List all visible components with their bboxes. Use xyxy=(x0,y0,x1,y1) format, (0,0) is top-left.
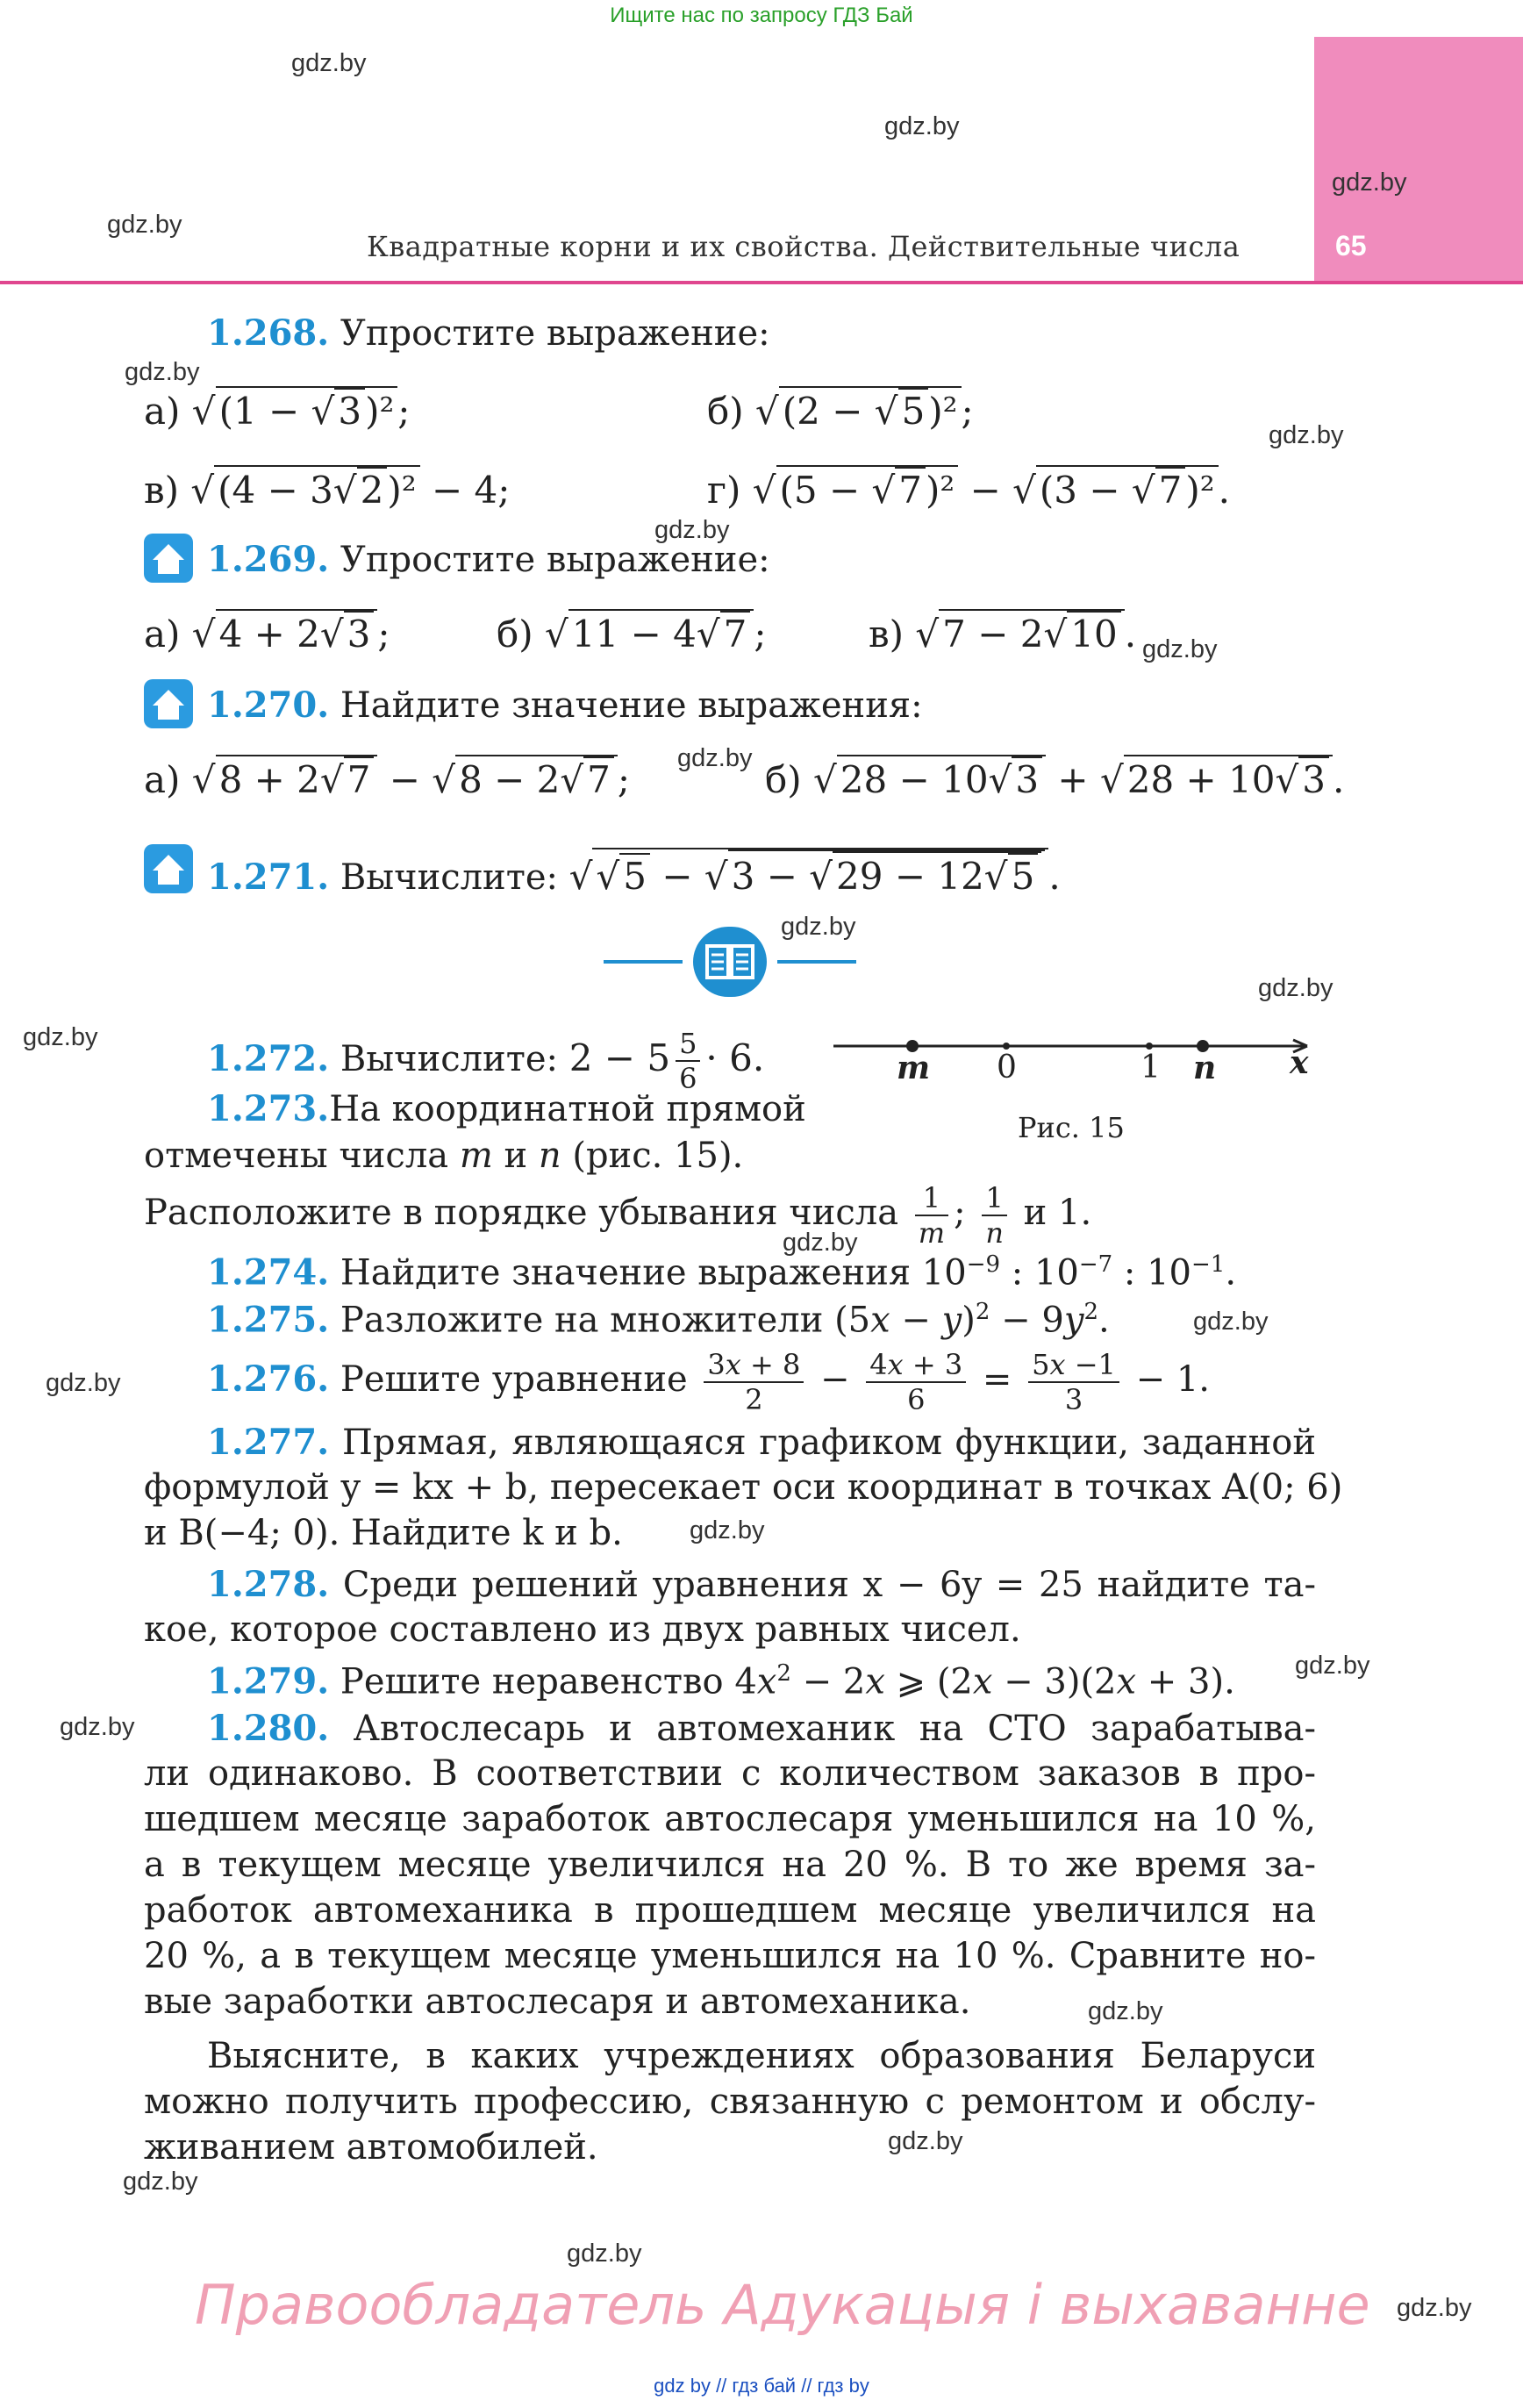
expr-1-270-b: б) √28 − 10√3 + √28 + 10√3 . xyxy=(765,755,1344,801)
watermark: gdz.by xyxy=(1193,1308,1269,1336)
copyright-owner: Правообладатель Адукацыя і выхаванне xyxy=(195,2273,1370,2337)
watermark: gdz.by xyxy=(783,1229,858,1257)
problem-1-280-line: вые заработки автослесаря и автомеханика. xyxy=(144,1982,971,2022)
problem-1-268-heading xyxy=(207,312,770,354)
expr-1-270-a: а) √8 + 2√7 − √8 − 2√7 ; xyxy=(144,755,630,801)
problem-title: Упростите выражение: xyxy=(340,540,770,580)
problem-number: 1.278. xyxy=(207,1564,330,1605)
watermark: gdz.by xyxy=(23,1023,98,1051)
problem-1-278-line1 xyxy=(144,1564,1316,1605)
problem-1-273-line1 xyxy=(207,1088,806,1129)
watermark: gdz.by xyxy=(123,2168,198,2196)
running-title: Квадратные корни и их свойства. Действительные числа xyxy=(367,230,1241,263)
item-label: а) xyxy=(144,613,181,656)
problem-title: Разложите на множители xyxy=(340,1300,824,1341)
problem-text: (рис. 15). xyxy=(572,1136,744,1176)
problem-1-269-heading xyxy=(207,539,770,580)
item-label: б) xyxy=(707,390,744,433)
point-zero-label: 0 xyxy=(997,1050,1017,1086)
problem-1-280-line: а в текущем месяце увеличился на 20 %. В то же время за- xyxy=(144,1845,1316,1885)
problem-text: и xyxy=(504,1136,528,1176)
problem-title: Решите уравнение xyxy=(340,1359,688,1400)
problem-number: 1.274. xyxy=(207,1251,330,1294)
watermark: gdz.by xyxy=(1332,168,1407,197)
house-icon xyxy=(144,844,193,893)
watermark: gdz.by xyxy=(654,516,730,544)
item-label: б) xyxy=(497,613,533,656)
watermark: gdz.by xyxy=(125,358,200,386)
watermark: gdz.by xyxy=(1088,1997,1163,2025)
problem-1-272: 1.272. Вычислите: 2 − 5 $\frac{5}{6}$ · 6. xyxy=(207,1027,765,1095)
book-icon xyxy=(693,927,767,997)
watermark: gdz.by xyxy=(1142,635,1218,663)
problem-1-278-line2: кое, которое составлено из двух равных чисел. xyxy=(144,1609,1021,1650)
house-icon xyxy=(144,679,193,728)
watermark: gdz.by xyxy=(1269,421,1344,449)
watermark: gdz.by xyxy=(291,49,367,77)
problem-title: Найдите значение выражения: xyxy=(340,685,923,726)
problem-1-276: 1.276. Решите уравнение $\frac{3x + 8}{2}$ − $\frac{4x + 3}{6}$ = $\frac{5x -1}{3}$ − 1. xyxy=(207,1348,1211,1416)
item-label: в) xyxy=(144,469,180,512)
problem-1-273-line3: Расположите в порядке убывания числа $\frac{1}{m}$ ; $\frac{1}{n}$ и 1. xyxy=(144,1181,1092,1250)
problem-1-279: 1.279. Решите неравенство $4x^2 - 2x$ ⩾ (2x − 3)(2x + 3). xyxy=(207,1660,1235,1702)
problem-number: 1.272. xyxy=(207,1038,330,1079)
watermark: gdz.by xyxy=(567,2240,642,2268)
problem-number: 1.269. xyxy=(207,539,330,580)
expr-1-269-a: а) √4 + 2√3 ; xyxy=(144,609,390,656)
house-icon xyxy=(144,534,193,583)
watermark: gdz.by xyxy=(1295,1652,1370,1680)
problem-text: и 1. xyxy=(1023,1193,1092,1233)
figure-caption: Рис. 15 xyxy=(1018,1111,1125,1144)
problem-title: Вычислите: xyxy=(340,857,558,898)
problem-number: 1.277. xyxy=(207,1422,330,1463)
watermark: gdz.by xyxy=(677,744,753,772)
item-label: а) xyxy=(144,390,181,433)
problem-1-280-line: работок автомеханика в прошедшем месяце увеличился на xyxy=(144,1890,1316,1931)
problem-1-277-line1 xyxy=(144,1422,1316,1463)
problem-title: Вычислите: xyxy=(340,1039,558,1079)
problem-1-280-extra-line: Выясните, в каких учреждениях образования Беларуси xyxy=(207,2036,1316,2076)
header-rule xyxy=(0,281,1523,284)
problem-text: отмечены числа xyxy=(144,1136,449,1176)
expr-1-269-b: б) √11 − 4√7 ; xyxy=(497,609,767,656)
watermark: gdz.by xyxy=(1397,2294,1472,2322)
problem-title: Найдите значение выражения xyxy=(340,1252,912,1294)
item-label: в) xyxy=(869,613,905,656)
watermark: gdz.by xyxy=(781,913,856,941)
problem-1-274: 1.274. Найдите значение выражения $10^{-9}$ : $10^{-7}$ : $10^{-1}$. xyxy=(207,1251,1237,1294)
watermark: gdz.by xyxy=(888,2127,963,2155)
expr-1-269-v: в) √7 − 2√10 . xyxy=(869,609,1136,656)
watermark: gdz.by xyxy=(884,112,960,140)
bottom-links[interactable]: gdz by // гдз бай // гдз by xyxy=(654,2375,869,2397)
problem-text: Прямая, являющаяся графиком функции, заданной xyxy=(342,1423,1316,1463)
page-number: 65 xyxy=(1335,230,1367,262)
expr-1-268-b: б) √(2 − √5)²; xyxy=(707,386,974,433)
problem-number: 1.276. xyxy=(207,1358,330,1400)
problem-1-280-line: шедшем месяце заработок автослесаря уменьшился на 10 %, xyxy=(144,1799,1316,1839)
problem-number: 1.268. xyxy=(207,312,330,354)
problem-text: Расположите в порядке убывания числа xyxy=(144,1193,899,1233)
problem-1-277-line2: формулой y = kx + b, пересекает оси координат в точках A(0; 6) xyxy=(144,1467,1343,1508)
point-one-label: 1 xyxy=(1140,1050,1161,1086)
problem-text: Среди решений уравнения x − 6y = 25 найдите та- xyxy=(342,1565,1316,1605)
problem-number: 1.271. xyxy=(207,856,330,898)
problem-1-280-line: ли одинаково. В соответствии с количеством заказов в про- xyxy=(144,1753,1316,1794)
problem-1-273-line2: отмечены числа m и n (рис. 15). xyxy=(144,1136,744,1176)
item-label: а) xyxy=(144,758,181,801)
divider-line-left xyxy=(604,960,683,964)
expr-1-268-g: г) √(5 − √7)² − √(3 − √7)². xyxy=(707,465,1230,512)
expr-1-268-v: в) √(4 − 3√2)² − 4; xyxy=(144,465,510,512)
problem-1-271: 1.271. Вычислите: √√5 − √3 − √29 − 12√5 . xyxy=(207,848,1061,898)
point-m-label: m xyxy=(897,1050,931,1086)
problem-text: Автослесарь и автомеханик на СТО зарабатыва- xyxy=(353,1709,1316,1749)
item-label: г) xyxy=(707,469,741,512)
watermark: gdz.by xyxy=(107,211,182,239)
problem-title: Упростите выражение: xyxy=(340,313,770,354)
problem-1-280-line: 20 %, а в текущем месяце уменьшился на 10 %. Сравните но- xyxy=(144,1936,1316,1976)
divider-line-right xyxy=(777,960,856,964)
problem-1-275: 1.275. Разложите на множители $(5x - y)^2 - 9y^2$. xyxy=(207,1299,1110,1341)
problem-text: На координатной прямой xyxy=(329,1089,806,1129)
expr-1-268-a: а) √(1 − √3)²; xyxy=(144,386,410,433)
top-banner: Ищите нас по запросу ГДЗ Бай xyxy=(610,4,913,27)
problem-number: 1.280. xyxy=(207,1708,330,1749)
axis-x-label: x xyxy=(1290,1044,1309,1081)
problem-1-270-heading xyxy=(207,684,923,726)
problem-number: 1.273. xyxy=(207,1088,330,1129)
problem-title: Решите неравенство xyxy=(340,1661,724,1702)
problem-number: 1.275. xyxy=(207,1299,330,1341)
problem-1-280-extra-line: можно получить профессию, связанную с ремонтом и обслу- xyxy=(144,2082,1316,2122)
watermark: gdz.by xyxy=(690,1516,765,1544)
watermark: gdz.by xyxy=(60,1713,135,1741)
problem-number: 1.279. xyxy=(207,1660,330,1702)
item-label: б) xyxy=(765,758,802,801)
problem-1-277-line3: и B(−4; 0). Найдите k и b. xyxy=(144,1513,623,1553)
problem-number: 1.270. xyxy=(207,684,330,726)
point-n-label: n xyxy=(1193,1050,1217,1086)
watermark: gdz.by xyxy=(1258,974,1334,1002)
problem-1-280-line1 xyxy=(144,1708,1316,1749)
watermark: gdz.by xyxy=(46,1369,121,1397)
problem-1-280-extra-line: живанием автомобилей. xyxy=(144,2127,598,2168)
